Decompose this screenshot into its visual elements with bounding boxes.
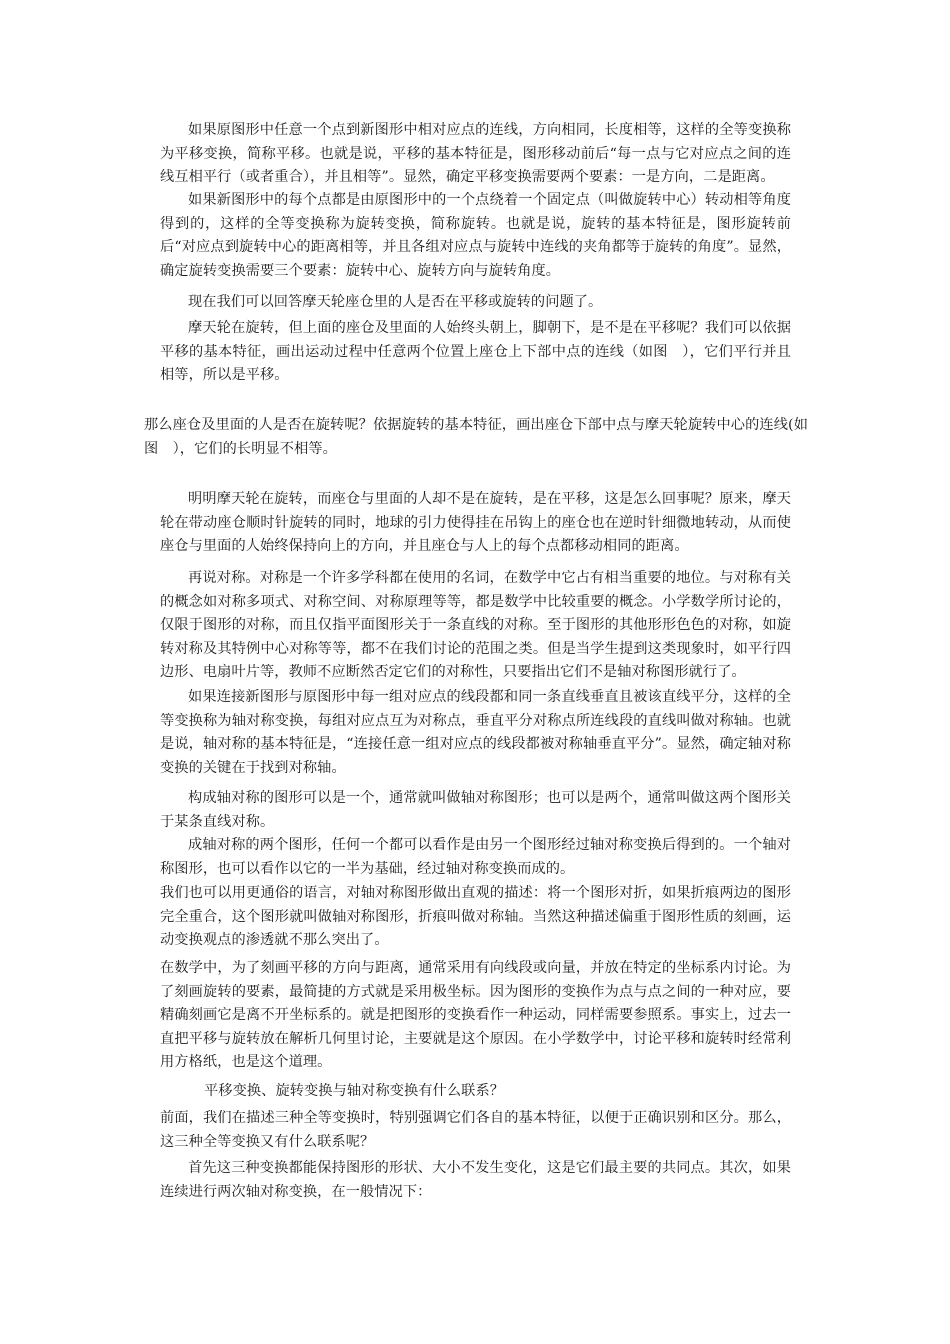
- paragraph-axial-symmetric-pair: 成轴对称的两个图形，任何一个都可以看作是由另一个图形经过轴对称变换后得到的。一个轴对称图形，也可以看作以它的一半为基础，经过轴对称变换而成的。: [160, 837, 791, 877]
- paragraph-coordinates: 在数学中，为了刻画平移的方向与距离，通常采用有向线段或向量，并放在特定的坐标系内讨论。为了刻画旋转的要素，最简捷的方式就是采用极坐标。因为图形的变换作为点与点之间的一种对应，要精确刻画它是离不开坐标系的。就是把图形的变换看作一种运动，同样需要参照系。事实上，过去一直把平移与旋转放在解析几何里讨论，主要就是这个原因。在小学数学中，讨论平移和旋转时经常利用方格纸，也是这个道理。: [160, 960, 791, 1070]
- section-heading-relations: 平移变换、旋转变换与轴对称变换有什么联系？: [204, 1083, 505, 1099]
- paragraph-relations-intro: 前面，我们在描述三种全等变换时，特别强调它们各自的基本特征，以便于正确识别和区分。那么，这三种全等变换又有什么联系呢？: [160, 1110, 791, 1150]
- paragraph-ferris-wheel-translation: 摩天轮在旋转，但上面的座仓及里面的人始终头朝上，脚朝下，是不是在平移呢？我们可以依据平移的基本特征，画出运动过程中任意两个位置上座仓上下部中点的连线（如图 ），它们平行并且相等，所以是平移。: [160, 320, 791, 383]
- paragraph-symmetry-intro: 再说对称。对称是一个许多学科都在使用的名词，在数学中它占有相当重要的地位。与对称有关的概念如对称多项式、对称空间、对称原理等等，都是数学中比较重要的概念。小学数学所讨论的，仅限于图形的对称，而且仅指平面图形关于一条直线的对称。至于图形的其他形形色色的对称，如旋转对称及其特例中心对称等等，都不在我们讨论的范围之类。但是当学生提到这类现象时，如平行四边形、电扇叶片等，教师不应断然否定它们的对称性，只要指出它们不是轴对称图形就行了。: [160, 570, 791, 680]
- paragraph-ferris-wheel-question: 现在我们可以回答摩天轮座仓里的人是否在平移或旋转的问题了。: [188, 294, 603, 310]
- paragraph-common-points: 首先这三种变换都能保持图形的形状、大小不发生变化，这是它们最主要的共同点。其次，如果连续进行两次轴对称变换，在一般情况下：: [160, 1160, 791, 1200]
- paragraph-symmetric-figures: 构成轴对称的图形可以是一个，通常就叫做轴对称图形；也可以是两个，通常叫做这两个图形关于某条直线对称。: [160, 790, 791, 830]
- paragraph-rotation-definition: 如果新图形中的每个点都是由原图形中的一个点绕着一个固定点（叫做旋转中心）转动相等角度得到的，这样的全等变换称为旋转变换，简称旋转。也就是说，旋转的基本特征是，图形旋转前后“对应点到旋转中心的距离相等，并且各组对应点与旋转中连线的夹角都等于旋转的角度”。显然，确定旋转变换需要三个要素：旋转中心、旋转方向与旋转角度。: [160, 192, 791, 279]
- paragraph-intuitive-description: 我们也可以用更通俗的语言，对轴对称图形做出直观的描述：将一个图形对折，如果折痕两边的图形完全重合，这个图形就叫做轴对称图形，折痕叫做对称轴。当然这种描述偏重于图形性质的刻画，运动变换观点的渗透就不那么突出了。: [160, 885, 791, 948]
- paragraph-axial-symmetry-definition: 如果连接新图形与原图形中每一组对应点的线段都和同一条直线垂直且被该直线平分，这样的全等变换称为轴对称变换，每组对应点互为对称点，垂直平分对称点所连线段的直线叫做对称轴。也就是说，轴对称的基本特征是，“连接任意一组对应点的线段都被对称轴垂直平分”。显然，确定轴对称变换的关键在于找到对称轴。: [160, 689, 791, 776]
- paragraph-ferris-wheel-explanation: 明明摩天轮在旋转，而座仓与里面的人却不是在旋转，是在平移，这是怎么回事呢？原来，摩天轮在带动座仓顺时针旋转的同时，地球的引力使得挂在吊钩上的座仓也在逆时针细微地转动，从而使座仓与里面的人始终保持向上的方向，并且座仓与人上的每个点都移动相同的距离。: [160, 491, 791, 554]
- paragraph-ferris-wheel-rotation: 那么座仓及里面的人是否在旋转呢？依据旋转的基本特征，画出座仓下部中点与摩天轮旋转中心的连线(如图 ），它们的长明显不相等。: [144, 417, 808, 457]
- paragraph-translation-definition: 如果原图形中任意一个点到新图形中相对应点的连线，方向相同，长度相等，这样的全等变换称为平移变换，简称平移。也就是说，平移的基本特征是，图形移动前后“每一点与它对应点之间的连线互相平行（或者重合），并且相等”。显然，确定平移变换需要两个要素：一是方向，二是距离。: [160, 122, 791, 185]
